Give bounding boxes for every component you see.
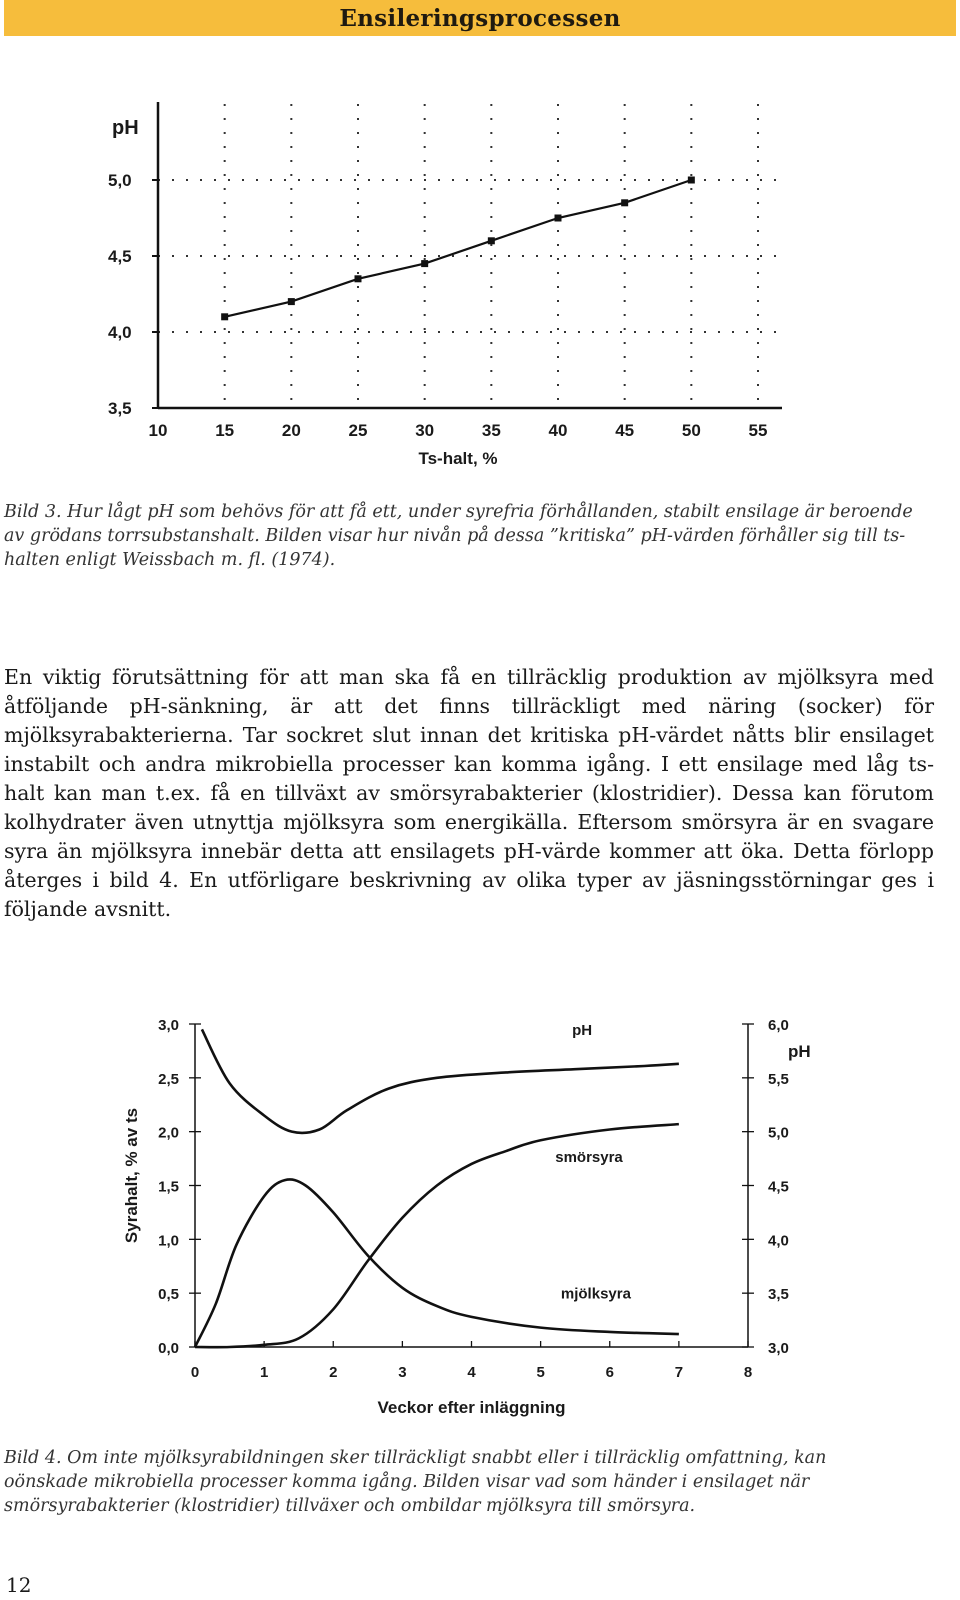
right-tick-label: 4,5 [768,1178,789,1196]
x-tick-label: 10 [148,421,168,440]
ph-data-point [488,237,495,244]
left-tick-label: 1,5 [158,1178,179,1196]
y-axis-label: pH [112,117,139,139]
body-paragraph: En viktig förutsättning för att man ska få en tillräcklig produktion av mjölksyra med åtföljande pH-sänkning, är att det finns tillräckligt med näring (socker) för mjölksyrabakterierna. Tar sockret slut innan det kritiska pH-värdet nåtts blir ensilaget instabilt och andra mikrobiella processer kan komma igång. I ett ensilage med låg ts-halt kan man t.ex. få en tillväxt av smörsyrabakterier (klostridier). Dessa kan förutom kolhydrater även utnyttja mjölksyra som energikälla. Eftersom smörsyra är en svagare syra än mjölksyra innebär detta att ensilagets pH-värde kommer att öka. Detta förlopp återges i bild 4. En utförligare beskrivning av olika typer av jäsningsstörningar ges i följande avsnitt. [4,665,934,921]
x-tick-label: 40 [548,421,568,440]
right-tick-label: 6,0 [768,1017,789,1034]
x-tick-label: 30 [415,421,435,440]
x-tick-label: 50 [681,421,701,440]
x-tick-label: 2 [329,1364,338,1381]
x-tick-label: 45 [615,421,635,440]
header-bar [4,0,956,36]
ph-series-label: pH [572,1021,593,1039]
right-tick-label: 3,5 [768,1286,789,1304]
ph-data-point [221,313,228,320]
figure-4-caption: Bild 4. Om inte mjölksyrabildningen sker tillräckligt snabbt eller i tillräcklig omfattning, kan oönskade mikrobiella processer komma igång. Bilden visar vad som händer i ensilaget när smörsyrabakterier (klostridier) tillväxer och ombildar mjölksyra till smörsyra. [4,1448,827,1516]
x-axis-label: Ts-halt, % [418,449,498,468]
left-tick-label: 0,5 [158,1286,179,1304]
x-tick-label: 55 [748,421,768,440]
right-tick-label: 5,0 [768,1124,789,1142]
page-header-title: Ensileringsprocessen [339,4,621,32]
figure-3-caption: Bild 3. Hur lågt pH som behövs för att få ett, under syrefria förhållanden, stabilt ensilage är beroende av grödans torrsubstanshalt. Bilden visar hur nivån på dessa ”kritiska” pH-värden förhåller sig till ts-halten enligt Weissbach m. fl. (1974). [4,502,913,570]
y-tick-label: 4,5 [108,247,132,266]
right-tick-label: 3,0 [768,1340,789,1357]
right-tick-label: 4,0 [768,1232,789,1250]
ph-data-point [688,177,695,184]
ph-data-point [621,199,628,206]
ph-data-point [355,275,362,282]
y-tick-label: 4,0 [108,323,132,342]
x-tick-label: 4 [467,1364,476,1381]
x-tick-label: 1 [259,1364,269,1381]
left-tick-label: 3,0 [158,1017,179,1034]
left-tick-label: 2,0 [158,1124,179,1142]
ph-curve [202,1029,679,1133]
x-tick-label: 20 [281,421,301,440]
page-number: 12 [6,1573,32,1597]
x-tick-label: 6 [605,1364,614,1381]
x-tick-label: 15 [215,421,235,440]
x-tick-label: 35 [481,421,501,440]
left-tick-label: 2,5 [158,1070,179,1088]
ph-data-point [421,260,428,267]
x-tick-label: 5 [536,1364,545,1381]
x-tick-label: 8 [743,1364,753,1381]
mjolksyra-curve [195,1179,679,1347]
x-axis-label: Veckor efter inläggning [377,1398,566,1417]
x-tick-label: 3 [398,1364,407,1381]
left-tick-label: 0,0 [158,1340,179,1357]
y-tick-label: 3,5 [108,399,132,418]
x-tick-label: 0 [190,1364,200,1381]
right-tick-label: 5,5 [768,1070,789,1088]
left-tick-label: 1,0 [158,1232,179,1250]
right-axis-label: pH [788,1041,811,1061]
figure-3-chart [100,98,800,480]
y-tick-label: 5,0 [108,171,132,190]
x-tick-label: 25 [348,421,368,440]
ph-data-point [555,215,562,222]
smorsyra-series-label: smörsyra [555,1148,623,1166]
mjolksyra-series-label: mjölksyra [560,1285,631,1303]
figure-4-chart [110,1000,830,1425]
left-axis-label: Syrahalt, % av ts [122,1107,141,1244]
x-tick-label: 7 [674,1364,684,1381]
ph-data-point [288,298,295,305]
